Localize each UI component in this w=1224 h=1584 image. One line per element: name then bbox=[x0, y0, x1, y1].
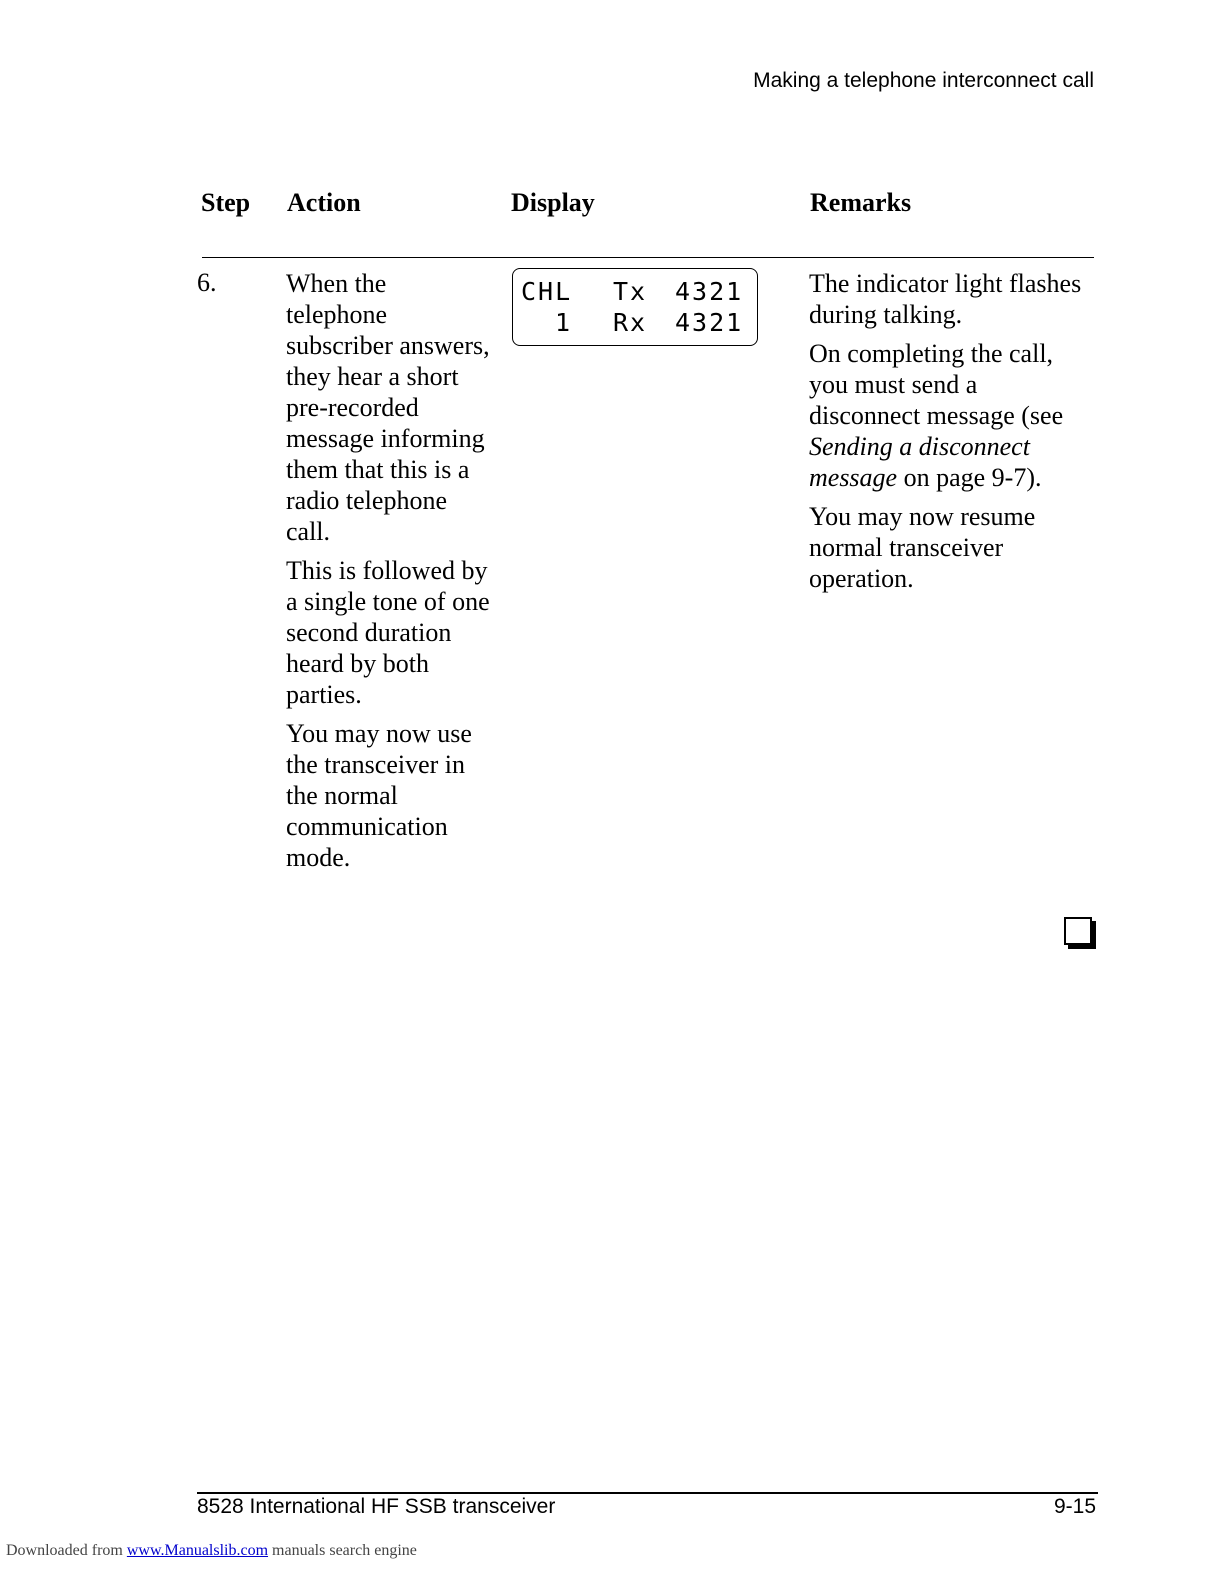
remarks-column bbox=[809, 268, 1089, 602]
column-header-action: Action bbox=[287, 188, 361, 217]
manualslib-link[interactable]: www.Manualslib.com bbox=[126, 1542, 269, 1559]
lcd-tx-value: 4321 bbox=[675, 277, 744, 306]
lcd-line-1 bbox=[521, 277, 749, 307]
column-header-step: Step bbox=[201, 188, 251, 217]
remarks-paragraph bbox=[809, 338, 1089, 493]
lcd-channel-label: CHL bbox=[521, 277, 573, 306]
step-number: 6. bbox=[197, 268, 217, 297]
remarks-paragraph: The indicator light flashes during talking. bbox=[809, 269, 1082, 329]
column-header-display: Display bbox=[511, 188, 595, 217]
lcd-line-2 bbox=[521, 308, 749, 338]
remarks-paragraph: You may now resume normal transceiver operation. bbox=[809, 502, 1036, 593]
end-of-section-box-icon bbox=[1064, 917, 1092, 945]
header-divider bbox=[202, 257, 1094, 258]
footer-title: 8528 International HF SSB transceiver bbox=[197, 1495, 556, 1518]
running-header: Making a telephone interconnect call bbox=[753, 69, 1094, 92]
radio-lcd-display bbox=[512, 268, 758, 346]
source-suffix: manuals search engine bbox=[272, 1542, 417, 1559]
remarks-text: On completing the call, you must send a disconnect message (see bbox=[809, 339, 1064, 430]
lcd-rx-label: Rx bbox=[613, 308, 648, 337]
action-paragraph: When the telephone subscriber answers, they hear a short pre-recorded message informing them that this is a radio telephone call. bbox=[286, 269, 490, 546]
action-paragraph: You may now use the transceiver in the normal communication mode. bbox=[286, 719, 472, 872]
footer-page-number: 9-15 bbox=[1053, 1495, 1096, 1518]
action-column bbox=[286, 268, 491, 881]
source-prefix: Downloaded from bbox=[6, 1542, 123, 1559]
action-paragraph: This is followed by a single tone of one second duration heard by both parties. bbox=[286, 556, 490, 709]
lcd-tx-label: Tx bbox=[613, 277, 648, 306]
download-source-note bbox=[6, 1542, 417, 1560]
lcd-rx-value: 4321 bbox=[675, 308, 744, 337]
lcd-channel-number: 1 bbox=[555, 308, 573, 337]
footer-divider bbox=[197, 1492, 1098, 1494]
remarks-text: on page 9-7). bbox=[903, 463, 1042, 492]
cross-reference-link-text: Sending a disconnect message bbox=[809, 432, 1030, 492]
column-header-remarks: Remarks bbox=[810, 188, 912, 217]
